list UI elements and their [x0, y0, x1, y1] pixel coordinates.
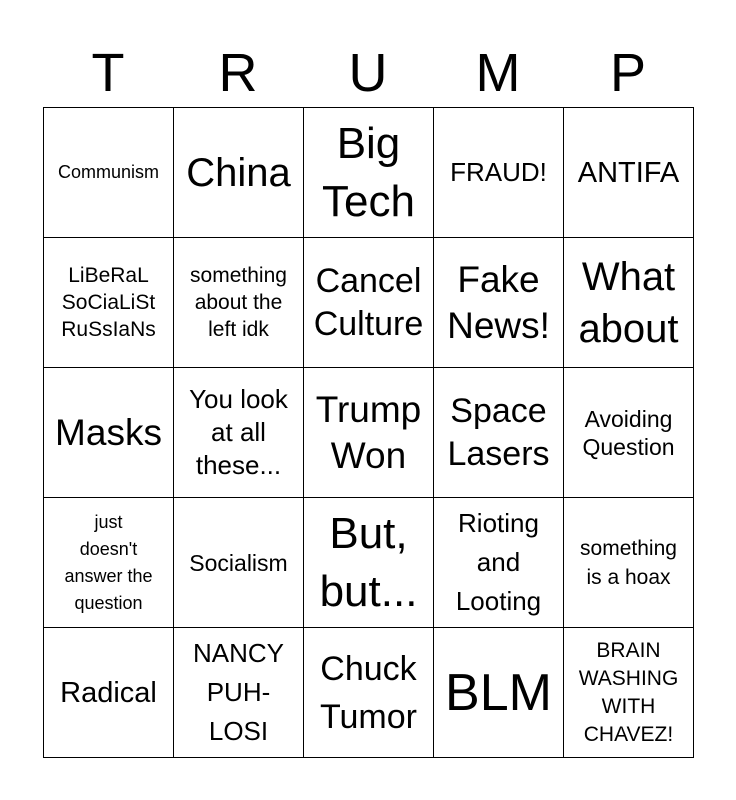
cell-text: Communism	[57, 162, 159, 182]
cell-text: Masks	[55, 411, 162, 453]
cell-text: What about	[578, 254, 679, 351]
bingo-cell[interactable]	[304, 108, 434, 238]
cell-text: Fake News!	[447, 258, 550, 346]
cell-text: Radical	[60, 676, 157, 709]
bingo-cell[interactable]	[434, 368, 564, 498]
bingo-cell[interactable]	[174, 238, 304, 368]
bingo-cell[interactable]	[564, 498, 694, 628]
cell-text: LiBeRaL SoCiaLiSt RuSsIaNs	[61, 264, 156, 341]
cell-text: Socialism	[189, 549, 288, 576]
bingo-cell[interactable]	[44, 108, 174, 238]
bingo-cell[interactable]	[434, 108, 564, 238]
cell-text: FRAUD!	[450, 157, 547, 187]
bingo-cell[interactable]	[304, 368, 434, 498]
bingo-cell[interactable]	[304, 498, 434, 628]
cell-text: Space Lasers	[447, 391, 550, 473]
bingo-cell[interactable]	[44, 238, 174, 368]
header-letter-p: P	[609, 43, 647, 103]
cell-text: BRAIN WASHING WITH CHAVEZ!	[578, 638, 679, 746]
cell-text: something is a hoax	[580, 536, 677, 589]
bingo-cell[interactable]	[44, 498, 174, 628]
bingo-header	[43, 40, 693, 106]
bingo-cell[interactable]	[304, 628, 434, 758]
bingo-cell[interactable]	[564, 368, 694, 498]
bingo-cell[interactable]	[434, 498, 564, 628]
bingo-cell[interactable]	[174, 498, 304, 628]
header-letter-m: M	[475, 43, 521, 103]
header-letter-t: T	[91, 43, 125, 103]
cell-text: NANCY PUH- LOSI	[192, 638, 284, 746]
cell-text: something about the left idk	[190, 264, 287, 341]
bingo-cell[interactable]	[434, 628, 564, 758]
bingo-cell[interactable]	[44, 628, 174, 758]
bingo-cell[interactable]	[564, 628, 694, 758]
bingo-cell[interactable]	[174, 628, 304, 758]
cell-text: BLM	[445, 663, 552, 722]
bingo-cell[interactable]	[564, 238, 694, 368]
cell-text: Trump Won	[315, 388, 422, 476]
cell-text: But, but...	[319, 508, 418, 616]
cell-text: just doesn't answer the question	[64, 511, 153, 613]
cell-text: Big Tech	[322, 118, 415, 226]
bingo-cell[interactable]	[304, 238, 434, 368]
header-letter-r: R	[218, 43, 258, 103]
cell-text: You look at all these...	[189, 384, 288, 480]
bingo-board	[43, 107, 694, 758]
bingo-cell[interactable]	[434, 238, 564, 368]
cell-text: Rioting and Looting	[455, 508, 542, 616]
cell-text: ANTIFA	[577, 156, 680, 189]
bingo-cell[interactable]	[174, 368, 304, 498]
cell-text: Cancel Culture	[313, 261, 424, 343]
bingo-cell[interactable]	[564, 108, 694, 238]
cell-text: Chuck Tumor	[320, 649, 417, 736]
bingo-cell[interactable]	[174, 108, 304, 238]
header-letter-u: U	[348, 43, 388, 103]
bingo-cell[interactable]	[44, 368, 174, 498]
cell-text: Avoiding Question	[582, 405, 675, 460]
cell-text: China	[186, 150, 291, 195]
